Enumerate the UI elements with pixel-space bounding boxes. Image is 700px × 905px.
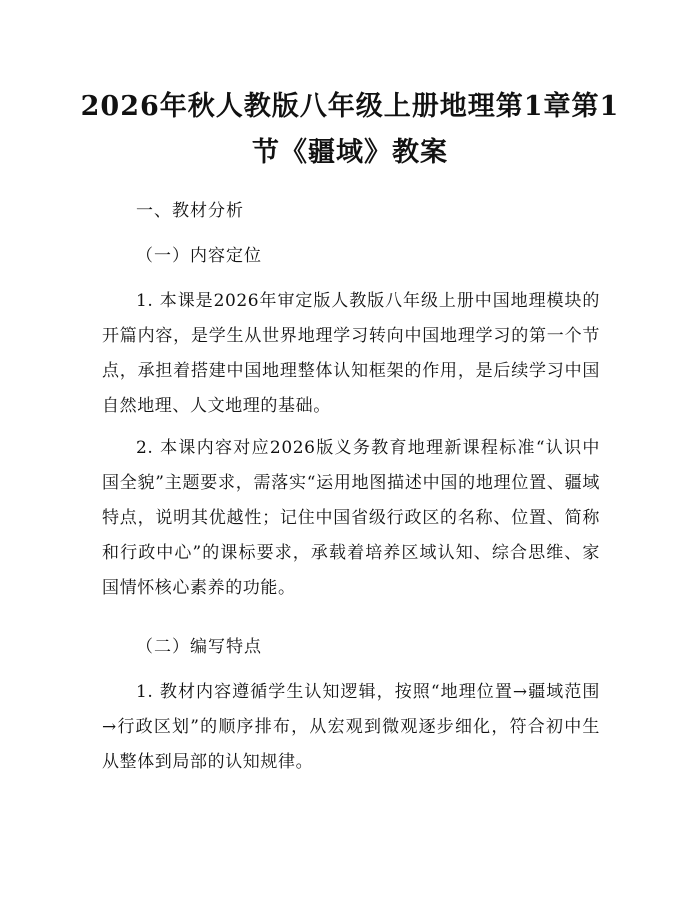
- subsection-heading-content-positioning: （一）内容定位: [136, 246, 262, 266]
- document-title-line-2: 节《疆域》教案: [252, 137, 448, 168]
- subsection-heading-writing-features: （二）编写特点: [136, 637, 262, 657]
- document-title-line-1: 2026年秋人教版八年级上册地理第1章第1: [80, 91, 620, 122]
- paragraph-content-positioning-1: 1. 本课是2026年审定版人教版八年级上册中国地理模块的开篇内容，是学生从世界地理学习转向中国地理学习的第一个节点，承担着搭建中国地理整体认知框架的作用，是后续学习中国自然地理、人文地理的基础。: [102, 291, 600, 416]
- paragraph-content-positioning-2: 2. 本课内容对应2026版义务教育地理新课程标准“认识中国全貌”主题要求，需落实“运用地图描述中国的地理位置、疆域特点，说明其优越性；记住中国省级行政区的名称、位置、简称和行政中心”的课标要求，承载着培养区域认知、综合思维、家国情怀核心素养的功能。: [102, 438, 600, 598]
- paragraph-writing-features-1: 1. 教材内容遵循学生认知逻辑，按照“地理位置→疆域范围→行政区划”的顺序排布，从宏观到微观逐步细化，符合初中生从整体到局部的认知规律。: [102, 682, 600, 772]
- section-heading-textbook-analysis: 一、教材分析: [136, 201, 244, 221]
